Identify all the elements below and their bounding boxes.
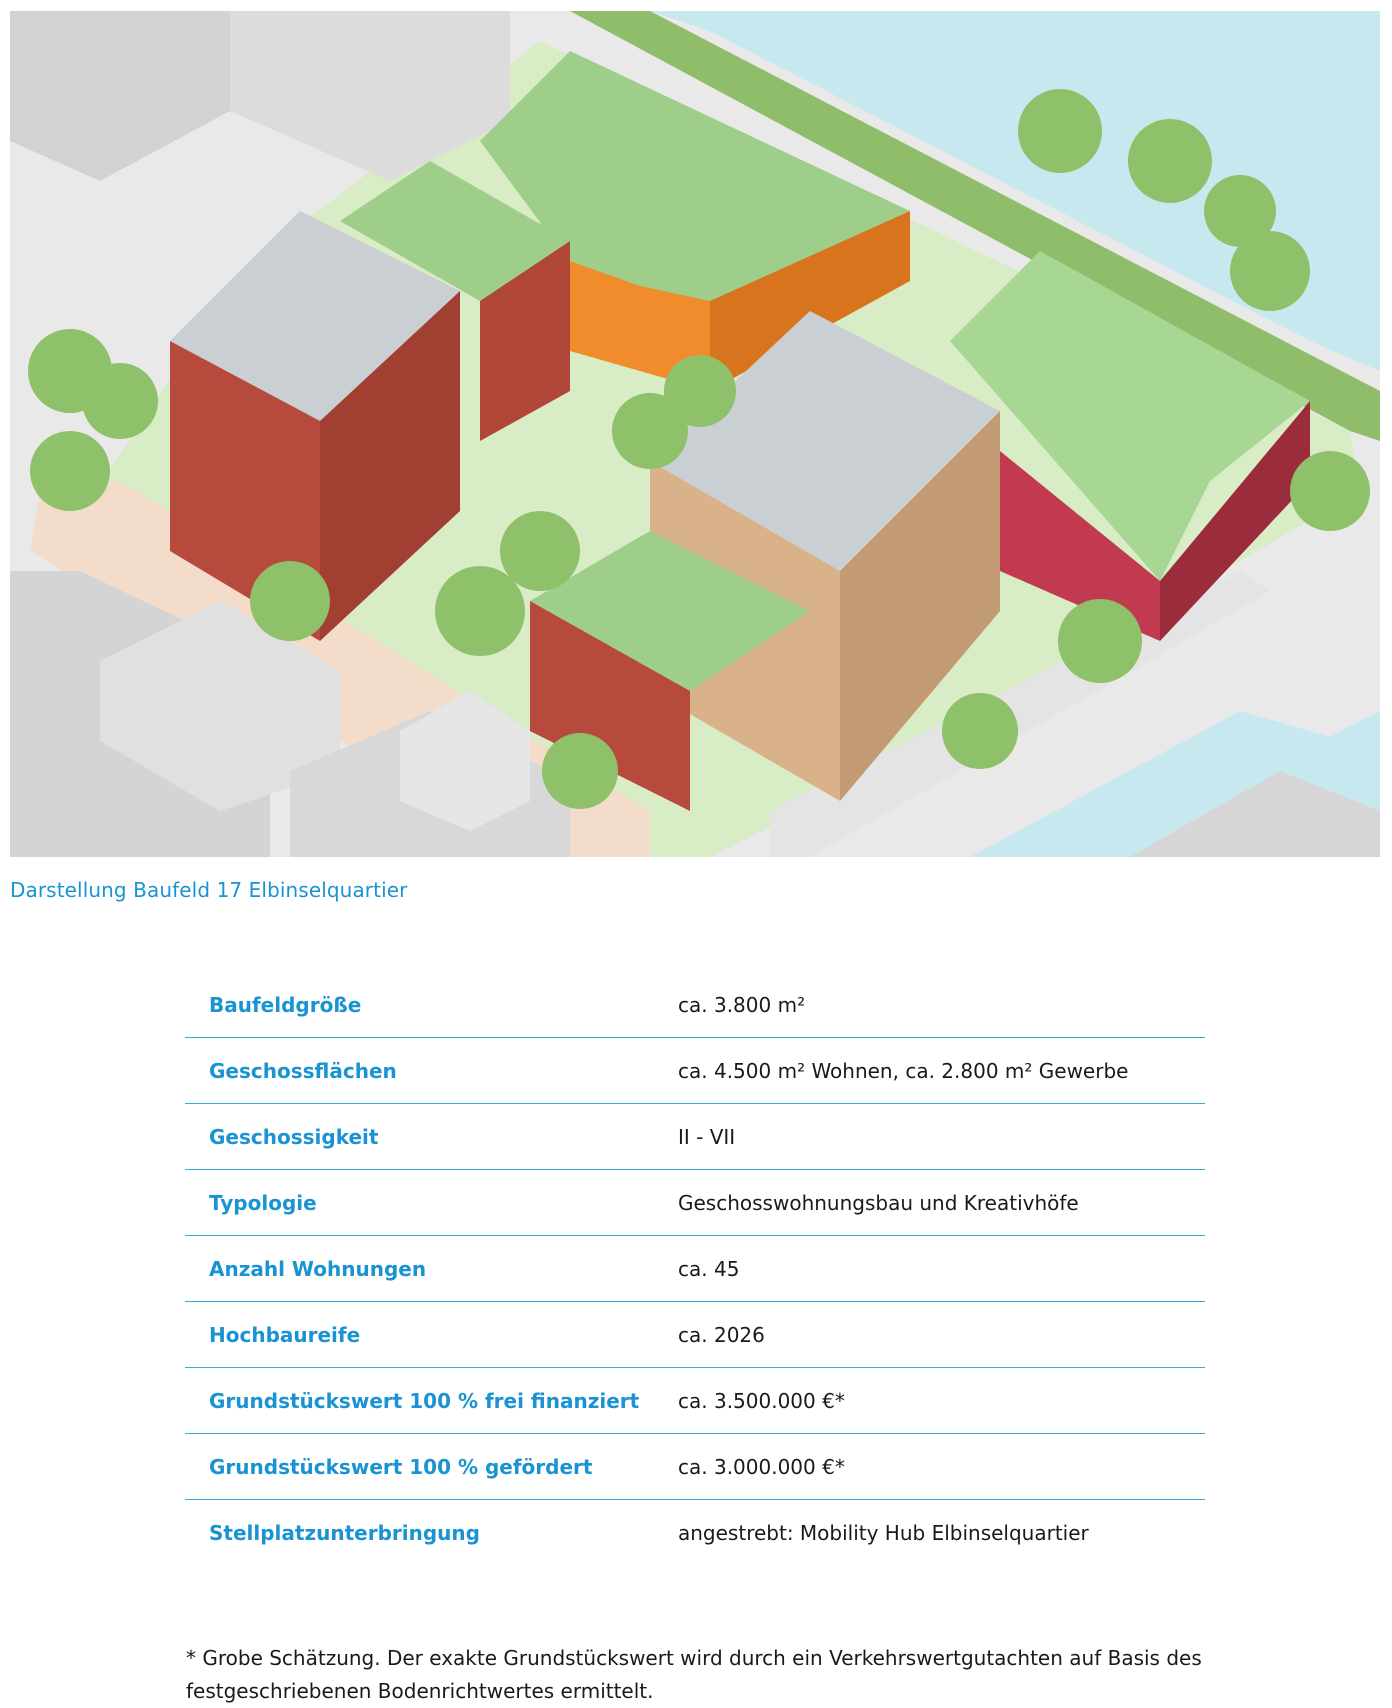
fact-label: Geschossigkeit [185,1104,678,1170]
table-row [185,1368,1205,1434]
fact-label: Geschossflächen [185,1038,678,1104]
table-row [185,1104,1205,1170]
fact-value: ca. 4.500 m² Wohnen, ca. 2.800 m² Gewerbe [678,1038,1205,1104]
fact-label: Typologie [185,1170,678,1236]
fact-value: ca. 2026 [678,1302,1205,1368]
footnote: * Grobe Schätzung. Der exakte Grundstückswert wird durch ein Verkehrswertgutachten auf Basis des festgeschriebenen Bodenrichtwertes ermittelt. [186,1646,1202,1703]
table-row [185,972,1205,1038]
table-row [185,1434,1205,1500]
table-row [185,1236,1205,1302]
figure-caption: Darstellung Baufeld 17 Elbinselquartier [10,878,408,902]
site-illustration [10,11,1380,857]
fact-value: II - VII [678,1104,1205,1170]
fact-value: Geschosswohnungsbau und Kreativhöfe [678,1170,1205,1236]
fact-value: ca. 3.000.000 €* [678,1434,1205,1500]
table-row [185,1038,1205,1104]
fact-value: angestrebt: Mobility Hub Elbinselquartier [678,1520,1089,1545]
table-row [185,1302,1205,1368]
fact-value: ca. 3.800 m² [678,972,1205,1038]
fact-value: ca. 45 [678,1236,1205,1302]
isometric-site-drawing [10,11,1380,857]
table-row [185,1500,1205,1566]
fact-label: Baufeldgröße [185,972,678,1038]
facts-table [185,972,1205,1565]
fact-value: ca. 3.500.000 €* [678,1368,1205,1434]
fact-label: Grundstückswert 100 % gefördert [185,1434,678,1500]
fact-label: Hochbaureife [185,1302,678,1368]
table-row [185,1170,1205,1236]
fact-label: Grundstückswert 100 % frei finanziert [185,1368,678,1434]
fact-label: Stellplatzunterbringung [209,1520,480,1545]
fact-label: Anzahl Wohnungen [185,1236,678,1302]
